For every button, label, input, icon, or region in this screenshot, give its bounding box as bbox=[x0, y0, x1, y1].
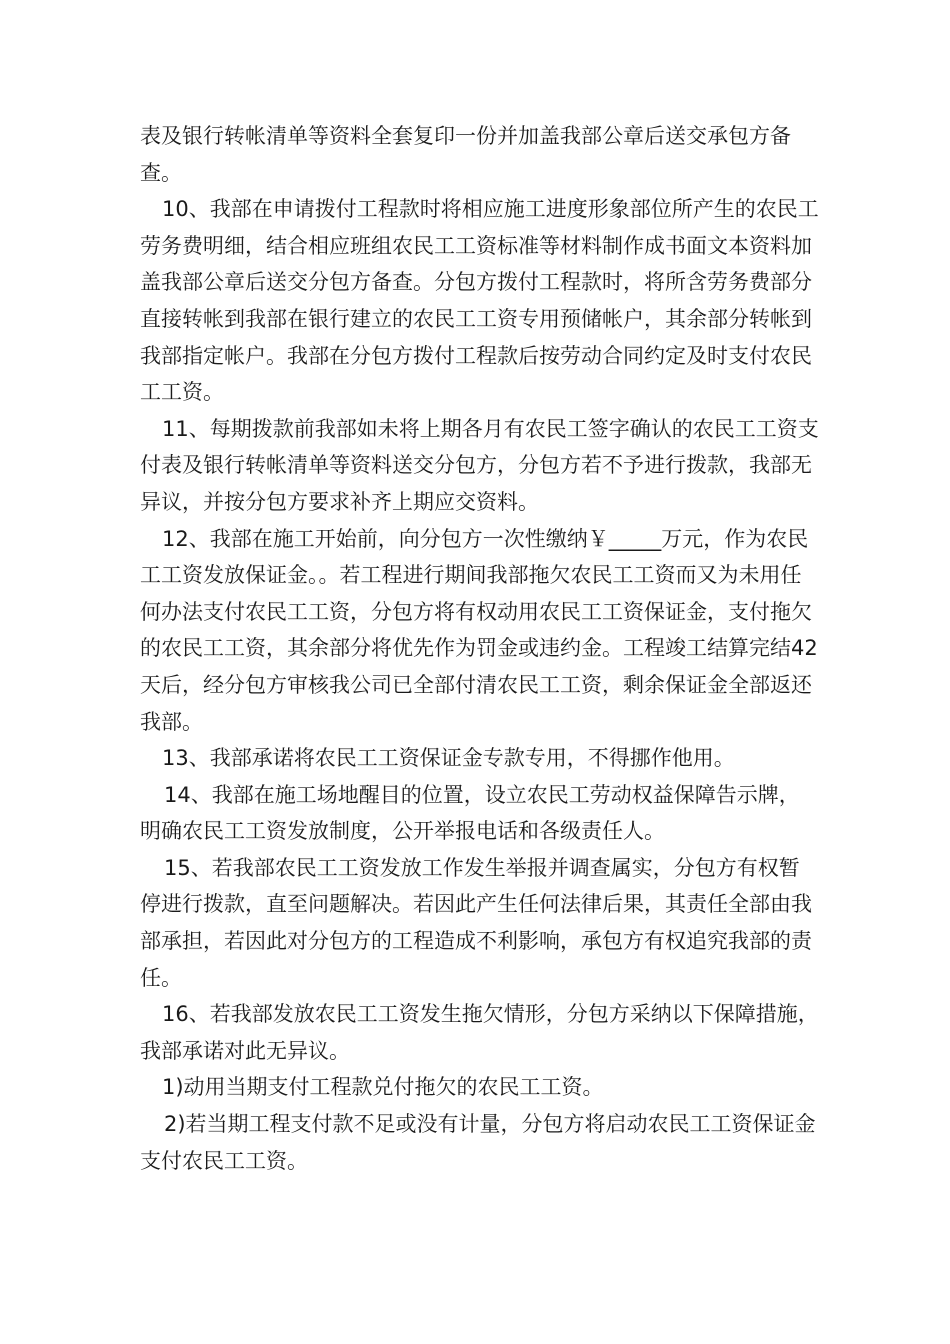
paragraph-clause-16-item-2: 2)若当期工程支付款不足或没有计量，分包方将启动农民工工资保证金支付农民工工资。 bbox=[140, 1112, 816, 1173]
paragraph-clause-16-item-1: 1)动用当期支付工程款兑付拖欠的农民工工资。 bbox=[162, 1075, 604, 1100]
paragraph-clause-13: 13、我部承诺将农民工工资保证金专款专用，不得挪作他用。 bbox=[162, 746, 735, 771]
paragraph-clause-10: 10、我部在申请拨付工程款时将相应施工进度形象部位所产生的农民工劳务费明细，结合相应班组农民工工资标准等材料制作成书面文本资料加盖我部公章后送交分包方备查。分包方拨付工程款时，将所含劳务费部分直接转帐到我部在银行建立的农民工工资专用预储帐户，其余部分转帐到我部指定帐户。我部在分包方拨付工程款后按劳动合同约定及时支付农民工工资。 bbox=[140, 197, 819, 405]
paragraph-clause-12: 12、我部在施工开始前，向分包方一次性缴纳￥_____万元，作为农民工工资发放保证金。。若工程进行期间我部拖欠农民工工资而又为未用任何办法支付农民工工资，分包方将有权动用农民工工资保证金，支付拖欠的农民工工资，其余部分将优先作为罚金或违约金。工程竣工结算完结42天后，经分包方审核我公司已全部付清农民工工资，剩余保证金全部返还我部。 bbox=[140, 526, 818, 734]
paragraph-clause-14: 14、我部在施工场地醒目的位置，设立农民工劳动权益保障告示牌，明确农民工工资发放制度，公开举报电话和各级责任人。 bbox=[140, 782, 800, 844]
paragraph-continuation: 表及银行转帐清单等资料全套复印一份并加盖我部公章后送交承包方备查。 bbox=[140, 124, 791, 185]
paragraph-clause-15: 15、若我部农民工工资发放工作发生举报并调查属实，分包方有权暂停进行拨款，直至问题解决。若因此产生任何法律后果，其责任全部由我部承担，若因此对分包方的工程造成不利影响，承包方有权追究我部的责任。 bbox=[140, 855, 812, 990]
document-body bbox=[140, 118, 820, 1179]
paragraph-clause-16: 16、若我部发放农民工工资发生拖欠情形，分包方采纳以下保障措施，我部承诺对此无异议。 bbox=[140, 1002, 819, 1063]
paragraph-clause-11: 11、每期拨款前我部如未将上期各月有农民工签字确认的农民工工资支付表及银行转帐清单等资料送交分包方，分包方若不予进行拨款，我部无异议，并按分包方要求补齐上期应交资料。 bbox=[140, 416, 819, 514]
